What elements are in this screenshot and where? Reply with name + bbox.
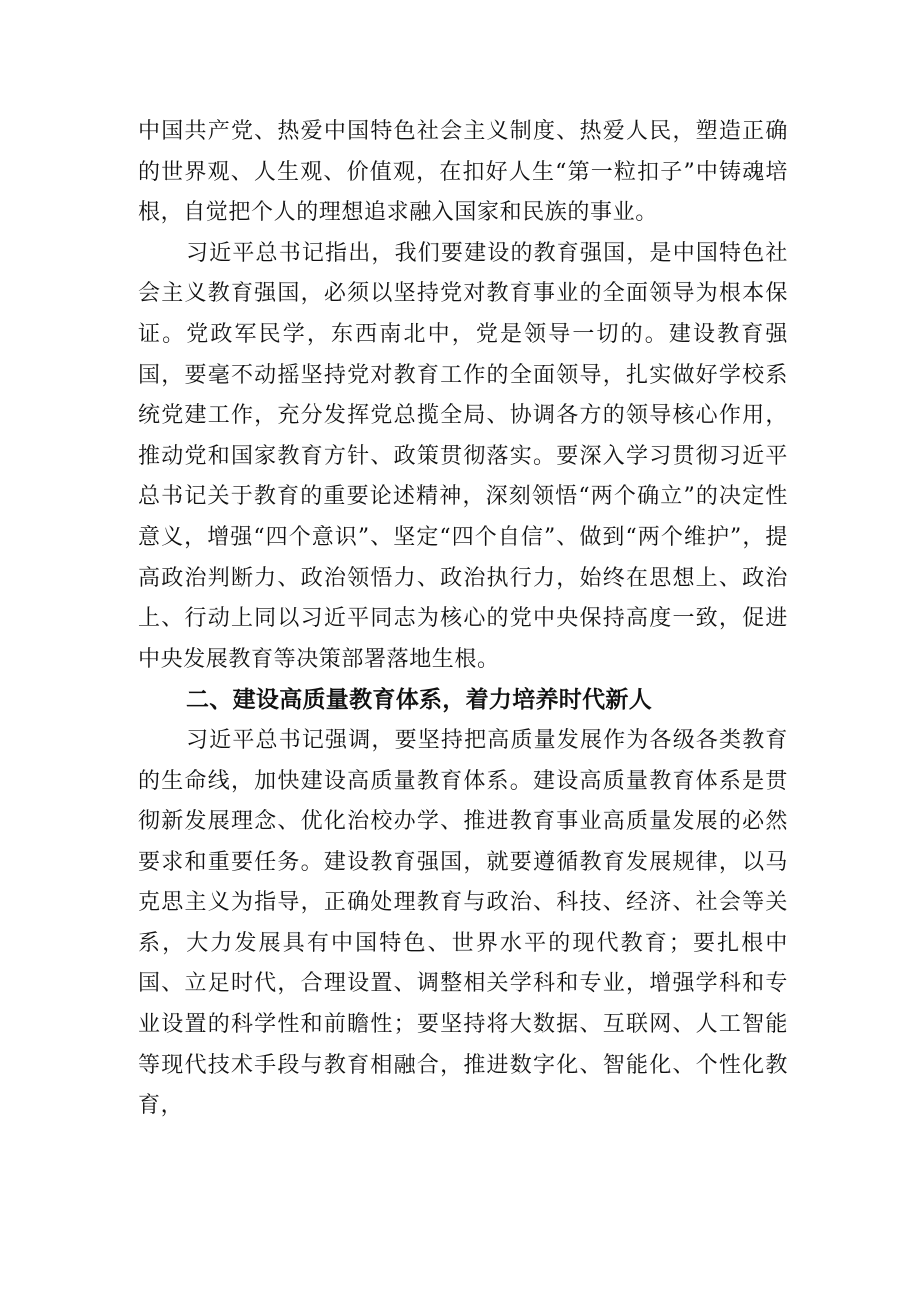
document-body <box>138 112 788 1127</box>
paragraph-continuation: 中国共产党、热爱中国特色社会主义制度、热爱人民，塑造正确的世界观、人生观、价值观，在扣好人生“第一粒扣子”中铸魂培根，自觉把个人的理想追求融入国家和民族的事业。 <box>138 119 788 226</box>
paragraph-party-leadership: 习近平总书记指出，我们要建设的教育强国，是中国特色社会主义教育强国，必须以坚持党对教育事业的全面领导为根本保证。党政军民学，东西南北中，党是领导一切的。建设教育强国，要毫不动摇坚持党对教育工作的全面领导，扎实做好学校系统党建工作，充分发挥党总揽全局、协调各方的领导核心作用，推动党和国家教育方针、政策贯彻落实。要深入学习贯彻习近平总书记关于教育的重要论述精神，深刻领悟“两个确立”的决定性意义，增强“四个意识”、坚定“四个自信”、做到“两个维护”，提高政治判断力、政治领悟力、政治执行力，始终在思想上、政治上、行动上同以习近平同志为核心的党中央保持高度一致，促进中央发展教育等决策部署落地生根。 <box>138 240 788 672</box>
paragraph-high-quality-education: 习近平总书记强调，要坚持把高质量发展作为各级各类教育的生命线，加快建设高质量教育体系。建设高质量教育体系是贯彻新发展理念、优化治校办学、推进教育事业高质量发展的必然要求和重要任务。建设教育强国，就要遵循教育发展规律，以马克思主义为指导，正确处理教育与政治、科技、经济、社会等关系，大力发展具有中国特色、世界水平的现代教育；要扎根中国、立足时代，合理设置、调整相关学科和专业，增强学科和专业设置的科学性和前瞻性；要坚持将大数据、互联网、人工智能等现代技术手段与教育相融合，推进数字化、智能化、个性化教育， <box>138 727 788 1119</box>
section-heading: 二、建设高质量教育体系，着力培养时代新人 <box>186 687 652 714</box>
